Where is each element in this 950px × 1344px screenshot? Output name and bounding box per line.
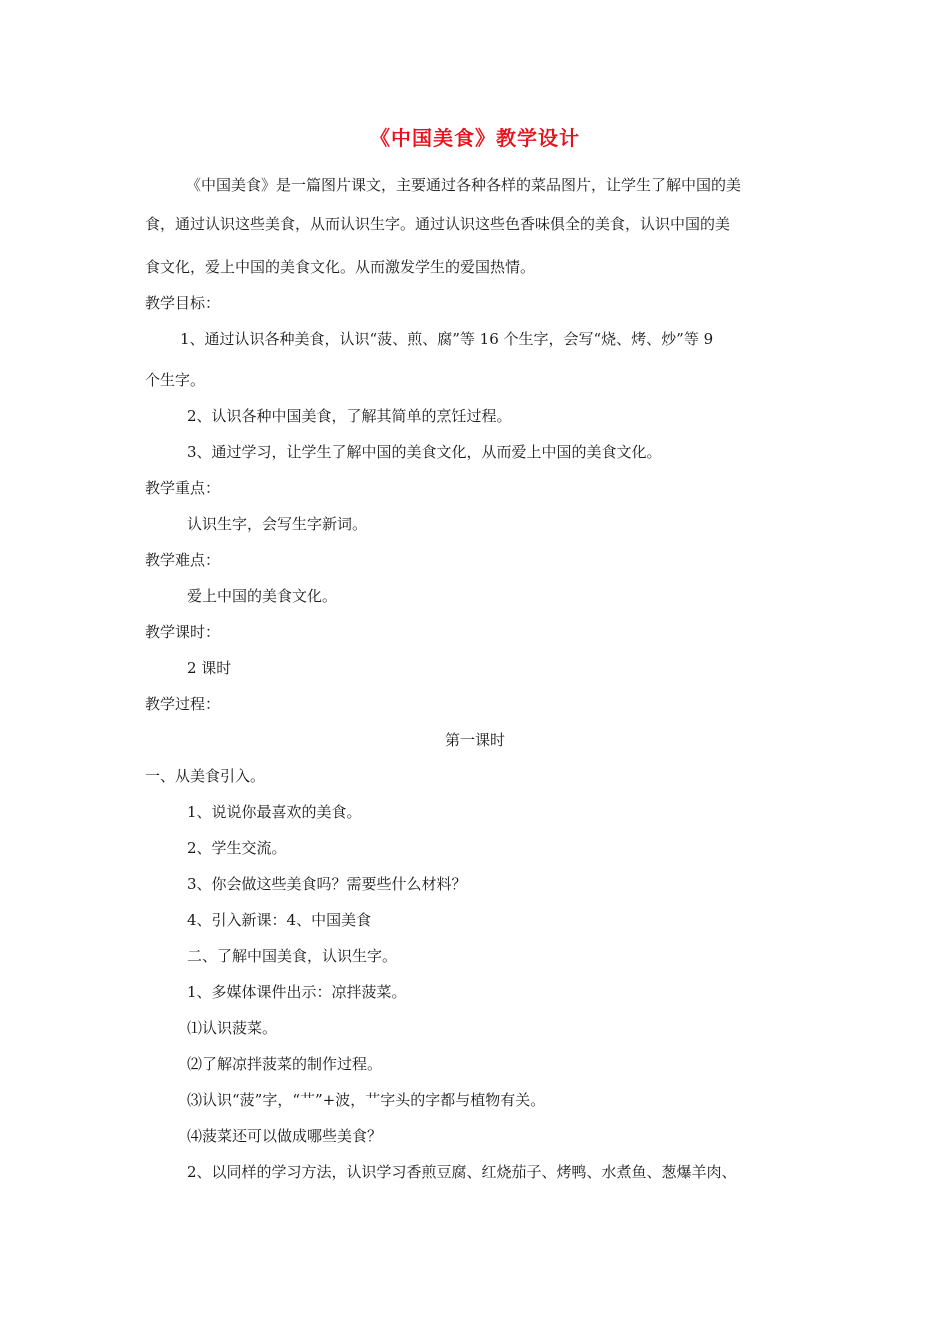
process-heading: 教学过程： <box>145 695 221 713</box>
process-line: 1、多媒体课件出示：凉拌菠菜。 <box>187 983 407 1001</box>
document-title: 《中国美食》教学设计 <box>370 126 580 150</box>
process-line: ⑵了解凉拌菠菜的制作过程。 <box>187 1055 383 1073</box>
key-points-heading: 教学重点： <box>145 479 221 497</box>
objective-item-3: 3、通过学习，让学生了解中国的美食文化，从而爱上中国的美食文化。 <box>187 443 662 461</box>
periods-text: 2 课时 <box>187 659 232 677</box>
key-points-text: 认识生字，会写生字新词。 <box>187 515 368 533</box>
intro-line-2: 食，通过认识这些美食，从而认识生字。通过认识这些色香味俱全的美食，认识中国的美 <box>145 215 731 233</box>
process-line: ⑶认识“菠”字，“艹”+波，艹字头的字都与植物有关。 <box>187 1091 546 1109</box>
process-line: 4、引入新课：4、中国美食 <box>187 911 372 929</box>
process-line: 1、说说你最喜欢的美食。 <box>187 803 362 821</box>
process-line: 3、你会做这些美食吗？需要些什么材料？ <box>187 875 467 893</box>
objectives-heading: 教学目标： <box>145 294 221 312</box>
difficulties-text: 爱上中国的美食文化。 <box>187 587 338 605</box>
difficulties-heading: 教学难点： <box>145 551 221 569</box>
process-line: ⑴认识菠菜。 <box>187 1019 278 1037</box>
objective-item-1-cont: 个生字。 <box>145 371 206 389</box>
process-line: 一、从美食引入。 <box>145 767 266 785</box>
objective-item-2: 2、认识各种中国美食，了解其简单的烹饪过程。 <box>187 407 512 425</box>
periods-heading: 教学课时： <box>145 623 221 641</box>
intro-line-1: 《中国美食》是一篇图片课文，主要通过各种各样的菜品图片，让学生了解中国的美 <box>186 176 742 194</box>
intro-line-3: 食文化，爱上中国的美食文化。从而激发学生的爱国热情。 <box>145 258 536 276</box>
process-line: ⑷菠菜还可以做成哪些美食？ <box>187 1127 383 1145</box>
process-line: 2、以同样的学习方法，认识学习香煎豆腐、红烧茄子、烤鸭、水煮鱼、葱爆羊肉、 <box>187 1163 737 1181</box>
objective-item-1: 1、通过认识各种美食，认识“菠、煎、腐”等 16 个生字，会写“烧、烤、炒”等 9 <box>180 330 714 348</box>
process-line: 2、学生交流。 <box>187 839 287 857</box>
process-line: 二、了解中国美食，认识生字。 <box>187 947 398 965</box>
lesson-title: 第一课时 <box>444 731 505 749</box>
